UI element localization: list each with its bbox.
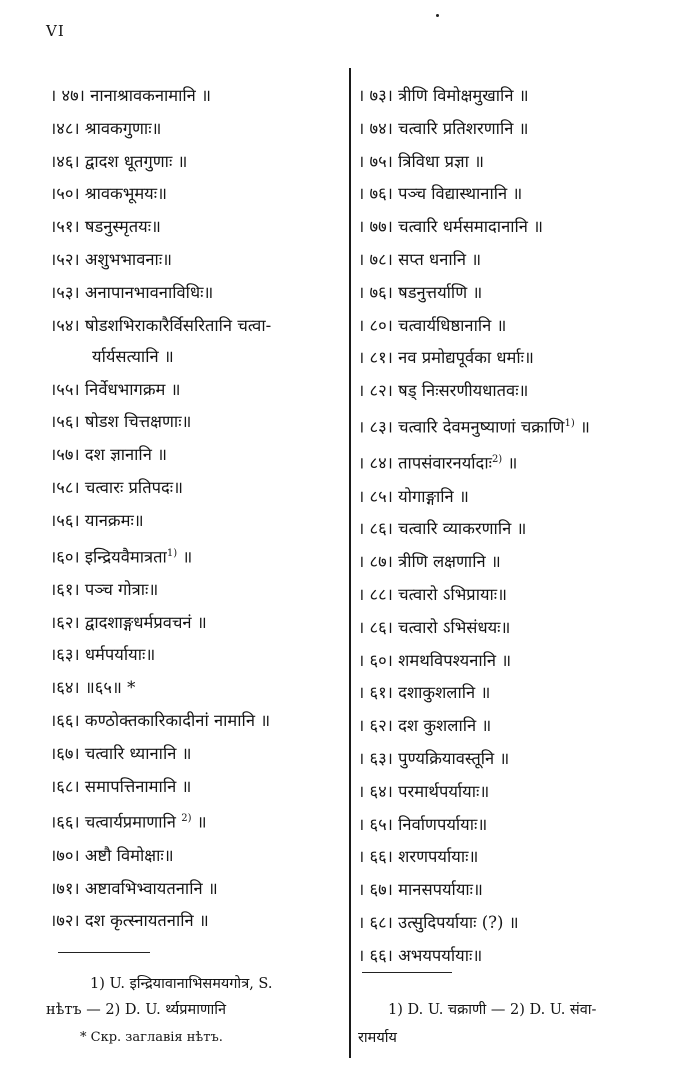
list-item: । ७३। त्रीणि विमोक्षमुखानि ॥ [358, 86, 529, 105]
list-item: ।४८। श्रावकगुणाः॥ [50, 118, 162, 138]
list-item: । ८३। चत्वारि देवमनुष्याणां चक्राणि$^{1)}$ ॥ [358, 417, 590, 437]
list-item: । ६३। पुण्यक्रियावस्तूनि ॥ [358, 748, 510, 768]
list-item: । ६८। उत्सुदिपर्यायाः (?) ॥ [358, 912, 519, 932]
list-item: । ६२। दश कुशलानि ॥ [358, 716, 492, 736]
list-item-text: ।६०। इन्द्रियवैमात्रता [50, 547, 167, 567]
list-item: । ७५। त्रिविधा प्रज्ञा ॥ [358, 151, 485, 171]
list-item-text: ।६६। चत्वार्यप्रमाणानि [50, 812, 176, 832]
footnote-marker: 1) [166, 547, 178, 559]
list-item: ।६८। समापत्तिनामानि ॥ [50, 776, 192, 796]
footnote-line: रामर्याय [358, 1030, 397, 1046]
list-item-continuation: र्यार्यसत्यानि ॥ [92, 346, 174, 366]
list-item: ।५७। दश ज्ञानानि ॥ [50, 445, 167, 465]
footnote-marker: 2) [181, 813, 192, 825]
list-item: । ७६। षडनुत्तर्याणि ॥ [358, 282, 483, 302]
list-item: । ७७। चत्वारि धर्मसमादानानि ॥ [358, 217, 544, 237]
list-item: । ८६। चत्वारो ऽभिसंधयः॥ [358, 617, 511, 637]
list-item: । ८१। नव प्रमोद्यपूर्वका धर्माः॥ [358, 348, 534, 368]
footnote-line: * Скр. заглавія нѣтъ. [80, 1030, 223, 1045]
list-item: ।६६। चत्वार्यप्रमाणानि $^{2)}$ ॥ [50, 812, 207, 832]
list-item: । ८५। योगाङ्गानि ॥ [358, 486, 469, 506]
ink-speck [436, 14, 439, 17]
list-item: ।६०। इन्द्रियवैमात्रता$^{1)}$ ॥ [50, 547, 193, 567]
column-divider [349, 68, 351, 1058]
list-item: । ७४। चत्वारि प्रतिशरणानि ॥ [358, 118, 529, 138]
footnote-rule [362, 972, 452, 973]
list-item: ।५२। अशुभभावनाः॥ [50, 249, 173, 269]
footnote-line: 1) D. U. चक्राणी — 2) D. U. संवा- [388, 1002, 597, 1018]
list-item: ।६६। कण्ठोक्तकारिकादीनां नामानि ॥ [50, 711, 271, 731]
list-item: ।६३। धर्मपर्यायाः॥ [50, 645, 156, 665]
list-item: ।५८। चत्वारः प्रतिपदः॥ [50, 477, 183, 497]
list-item: । ८०। चत्वार्यधिष्ठानानि ॥ [358, 315, 507, 335]
list-item: ।६७। चत्वारि ध्यानानि ॥ [50, 743, 192, 763]
list-item: । ६६। अभयपर्यायाः॥ [358, 945, 483, 965]
list-item: ।५०। श्रावकभूमयः॥ [50, 184, 167, 204]
list-item: । ७८। सप्त धनानि ॥ [358, 249, 482, 269]
list-item: । ६१। दशाकुशलानि ॥ [358, 683, 491, 703]
list-item: ।७२। दश कृत्स्नायतनानि ॥ [50, 911, 209, 931]
list-item: ।५१। षडनुस्मृतयः॥ [50, 217, 161, 237]
list-item: । ६७। मानसपर्यायाः॥ [358, 880, 483, 900]
list-item: । ८६। चत्वारि व्याकरणानि ॥ [358, 519, 527, 539]
list-item: । ८७। त्रीणि लक्षणानि ॥ [358, 552, 501, 572]
footnote-marker: 1) [564, 417, 575, 429]
footnote-marker: 2) [491, 454, 503, 466]
list-item: । ७६। पञ्च विद्यास्थानानि ॥ [358, 184, 523, 204]
footnote-rule [58, 952, 150, 953]
list-item: ।७०। अष्टौ विमोक्षाः॥ [50, 845, 174, 865]
list-item: । ८२। षड् निःसरणीयधातवः॥ [358, 381, 529, 401]
list-item: । ६५। निर्वाणपर्यायाः॥ [358, 814, 488, 834]
footnote-line: 1) U. इन्द्रियावानाभिसमयगोत्र, S. [90, 976, 273, 992]
page-number: VI [46, 22, 65, 40]
list-item: । ६६। शरणपर्यायाः॥ [358, 847, 479, 867]
list-item: ।५३। अनापानभावनाविधिः॥ [50, 282, 214, 302]
list-item: । ८८। चत्वारो ऽभिप्रायाः॥ [358, 584, 508, 604]
list-item: ।६१। पञ्च गोत्राः॥ [50, 579, 159, 599]
list-item: ।६४। ॥६५॥ * [50, 678, 136, 698]
list-item: । ६४। परमार्थपर्यायाः॥ [358, 781, 490, 801]
list-item: ।७१। अष्टावभिभ्वायतनानि ॥ [50, 878, 218, 898]
list-item: ।६२। द्वादशाङ्गधर्मप्रवचनं ॥ [50, 612, 207, 632]
right-column [358, 80, 674, 973]
list-item: ।५५। निर्वेधभागक्रम ॥ [50, 379, 181, 399]
list-item: । ६०। शमथविपश्यनानि ॥ [358, 650, 512, 670]
list-item [50, 310, 348, 374]
list-item-text: ।५४। षोडशभिराकारैर्विसरितानि चत्वा- [50, 315, 272, 335]
left-column [50, 80, 348, 938]
list-item: ।५६। यानक्रमः॥ [50, 510, 144, 530]
footnote-line: нѣтъ — 2) D. U. र्थ्यप्रमाणानि [46, 1002, 227, 1018]
list-item: ।४६। द्वादश धूतगुणाः ॥ [50, 151, 188, 171]
list-item: । ८४। तापसंवारनर्यादाः$^{2)}$ ॥ [358, 453, 518, 473]
list-item-text: । ८३। चत्वारि देवमनुष्याणां चक्राणि [358, 417, 565, 437]
list-item-text: । ८४। तापसंवारनर्यादाः [358, 453, 492, 473]
list-item: । ४७। नानाश्रावकनामानि ॥ [50, 86, 211, 105]
list-item: ।५६। षोडश चित्तक्षणाः॥ [50, 412, 192, 432]
